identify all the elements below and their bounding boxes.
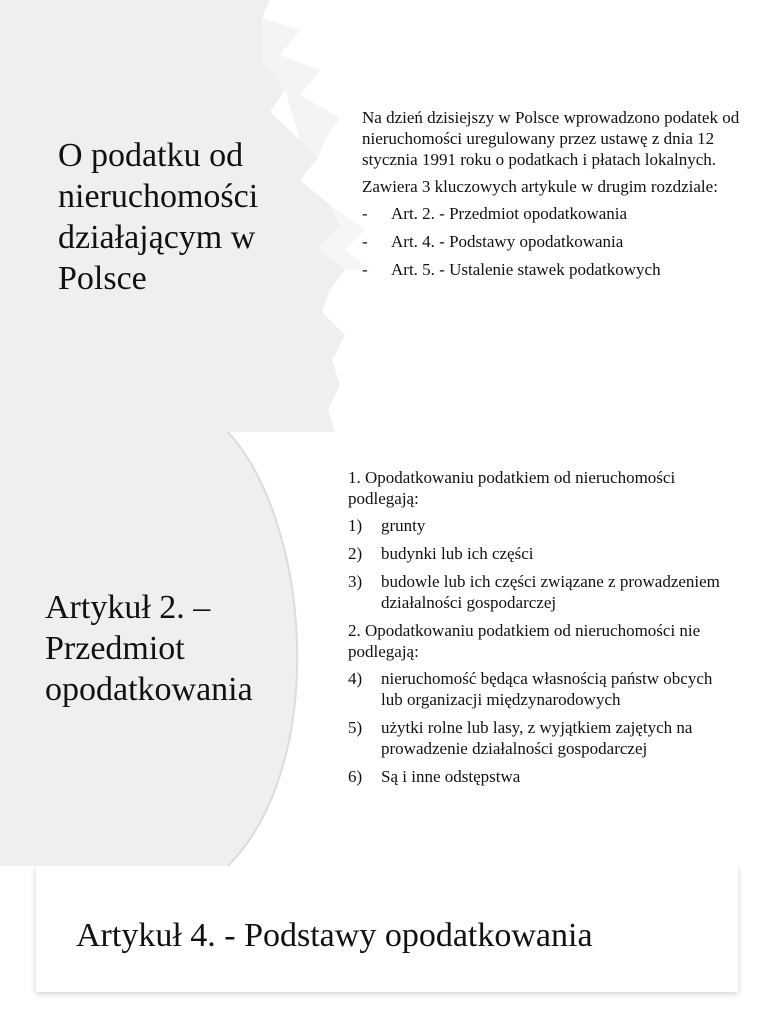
subintro-paragraph: Zawiera 3 kluczowych artykule w drugim rozdziale: (362, 177, 718, 196)
list-number: 5) (348, 718, 363, 737)
title-card (36, 866, 738, 992)
list-item: - Art. 5. - Ustalenie stawek podatkowych (362, 260, 661, 279)
list-item: 1) grunty (348, 516, 426, 535)
slide-body (348, 467, 738, 794)
slide-intro (0, 0, 768, 432)
list-item: 4) nieruchomość będąca własnością państw obcych lub organizacji międzynarodowych (348, 669, 713, 709)
intro-paragraph: Na dzień dzisiejszy w Polsce wprowadzono podatek od nieruchomości uregulowany przez ustawę z dnia 12 stycznia 1991 roku o podatkach i płatach lokalnych. (362, 108, 740, 169)
section-heading: 1. Opodatkowaniu podatkiem od nieruchomości podlegają: (348, 468, 676, 508)
slide-body (362, 107, 762, 287)
subject-list (348, 515, 738, 613)
list-number: 1) (348, 516, 363, 535)
list-number: 3) (348, 572, 363, 591)
bullet-dash: - (362, 204, 368, 223)
list-number: 2) (348, 544, 363, 563)
list-item: 6) Są i inne odstępstwa (348, 767, 521, 786)
slide-title: O podatku od nieruchomości działającym w Polsce (58, 137, 259, 297)
slide-article-2 (0, 432, 768, 866)
list-item: 5) użytki rolne lub lasy, z wyjątkiem zajętych na prowadzenie działalności gospodarczej (348, 718, 693, 758)
list-item: 3) budowle lub ich części związane z prowadzeniem działalności gospodarczej (348, 572, 720, 612)
slide-article-4 (0, 866, 768, 1024)
list-item: - Art. 2. - Przedmiot opodatkowania (362, 204, 628, 223)
list-item: 2) budynki lub ich części (348, 544, 534, 563)
list-item: - Art. 4. - Podstawy opodatkowania (362, 232, 624, 251)
list-number: 4) (348, 669, 363, 688)
bullet-dash: - (362, 260, 368, 279)
slide-title: Artykuł 2. – Przedmiot opodatkowania (45, 589, 253, 708)
article-list (362, 203, 762, 280)
section-heading: 2. Opodatkowaniu podatkiem od nieruchomości nie podlegają: (348, 621, 701, 661)
exemption-list (348, 668, 738, 787)
slide-title: Artykuł 4. - Podstawy opodatkowania (76, 917, 593, 954)
list-number: 6) (348, 767, 363, 786)
bullet-dash: - (362, 232, 368, 251)
